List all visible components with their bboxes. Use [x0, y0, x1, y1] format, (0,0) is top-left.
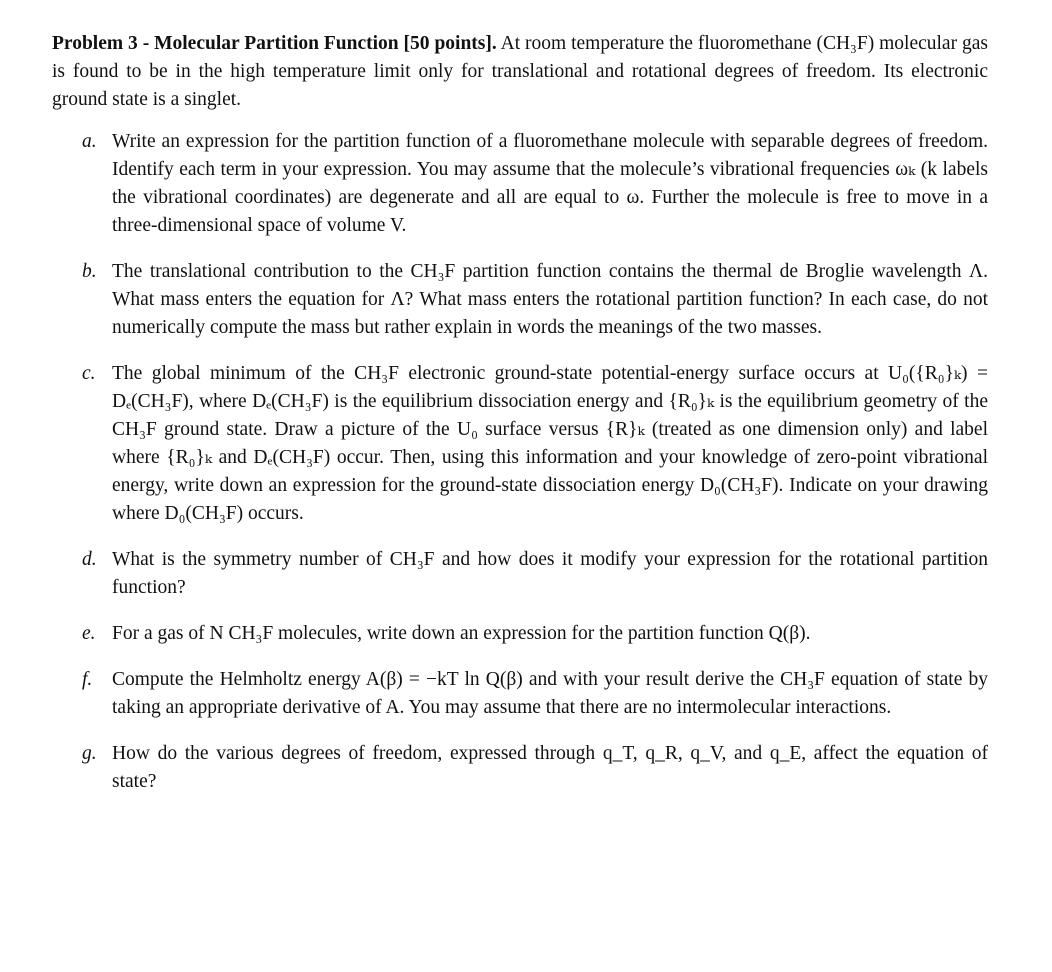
- part-a-text: Write an expression for the partition function of a fluoromethane molecule with separable degrees of freedom. Identify each term in your expression. You may assume that the molecule’s vibrational frequencies ωₖ (k labels the vibrational coordinates) are degenerate and all are equal to ω. Further the molecule is free to move in a three-dimensional space of volume V.: [112, 131, 988, 236]
- problem-title: Problem 3 - Molecular Partition Function [50 points].: [52, 33, 497, 54]
- part-d: [52, 546, 988, 602]
- part-b-marker: b.: [82, 261, 97, 282]
- part-f-text: Compute the Helmholtz energy A(β) = −kT ln Q(β) and with your result derive the CH₃F equation of state by taking an appropriate derivative of A. You may assume that there are no intermolecular interactions.: [112, 669, 988, 718]
- part-b: [52, 258, 988, 342]
- part-g: [52, 740, 988, 796]
- part-d-marker: d.: [82, 549, 97, 570]
- part-f-marker: f.: [82, 669, 93, 690]
- part-a-marker: a.: [82, 131, 97, 152]
- part-d-text: What is the symmetry number of CH₃F and how does it modify your expression for the rotational partition function?: [112, 549, 988, 598]
- problem-parts-list: [52, 128, 988, 796]
- problem-intro: [52, 30, 988, 114]
- part-g-text: How do the various degrees of freedom, expressed through q_T, q_R, q_V, and q_E, affect the equation of state?: [112, 743, 988, 792]
- part-g-marker: g.: [82, 743, 97, 764]
- part-e-text: For a gas of N CH₃F molecules, write down an expression for the partition function Q(β).: [112, 623, 811, 644]
- problem-intro-text: At room temperature the fluoromethane (CH₃F) molecular gas is found to be in the high temperature limit only for translational and rotational degrees of freedom. Its electronic ground state is a singlet.: [52, 33, 988, 110]
- part-c-marker: c.: [82, 363, 96, 384]
- part-e: [52, 620, 988, 648]
- part-a: [52, 128, 988, 240]
- part-e-marker: e.: [82, 623, 96, 644]
- part-c: [52, 360, 988, 528]
- part-b-text: The translational contribution to the CH₃F partition function contains the thermal de Broglie wavelength Λ. What mass enters the equation for Λ? What mass enters the rotational partition function? In each case, do not numerically compute the mass but rather explain in words the meanings of the two masses.: [112, 261, 988, 338]
- part-f: [52, 666, 988, 722]
- part-c-text: The global minimum of the CH₃F electronic ground-state potential-energy surface occurs at U₀({R₀}ₖ) = Dₑ(CH₃F), where Dₑ(CH₃F) is the equilibrium dissociation energy and {R₀}ₖ is the equilibrium geometry of the CH₃F ground state. Draw a picture of the U₀ surface versus {R}ₖ (treated as one dimension only) and label where {R₀}ₖ and Dₑ(CH₃F) occur. Then, using this information and your knowledge of zero-point vibrational energy, write down an expression for the ground-state dissociation energy D₀(CH₃F). Indicate on your drawing where D₀(CH₃F) occurs.: [112, 363, 988, 524]
